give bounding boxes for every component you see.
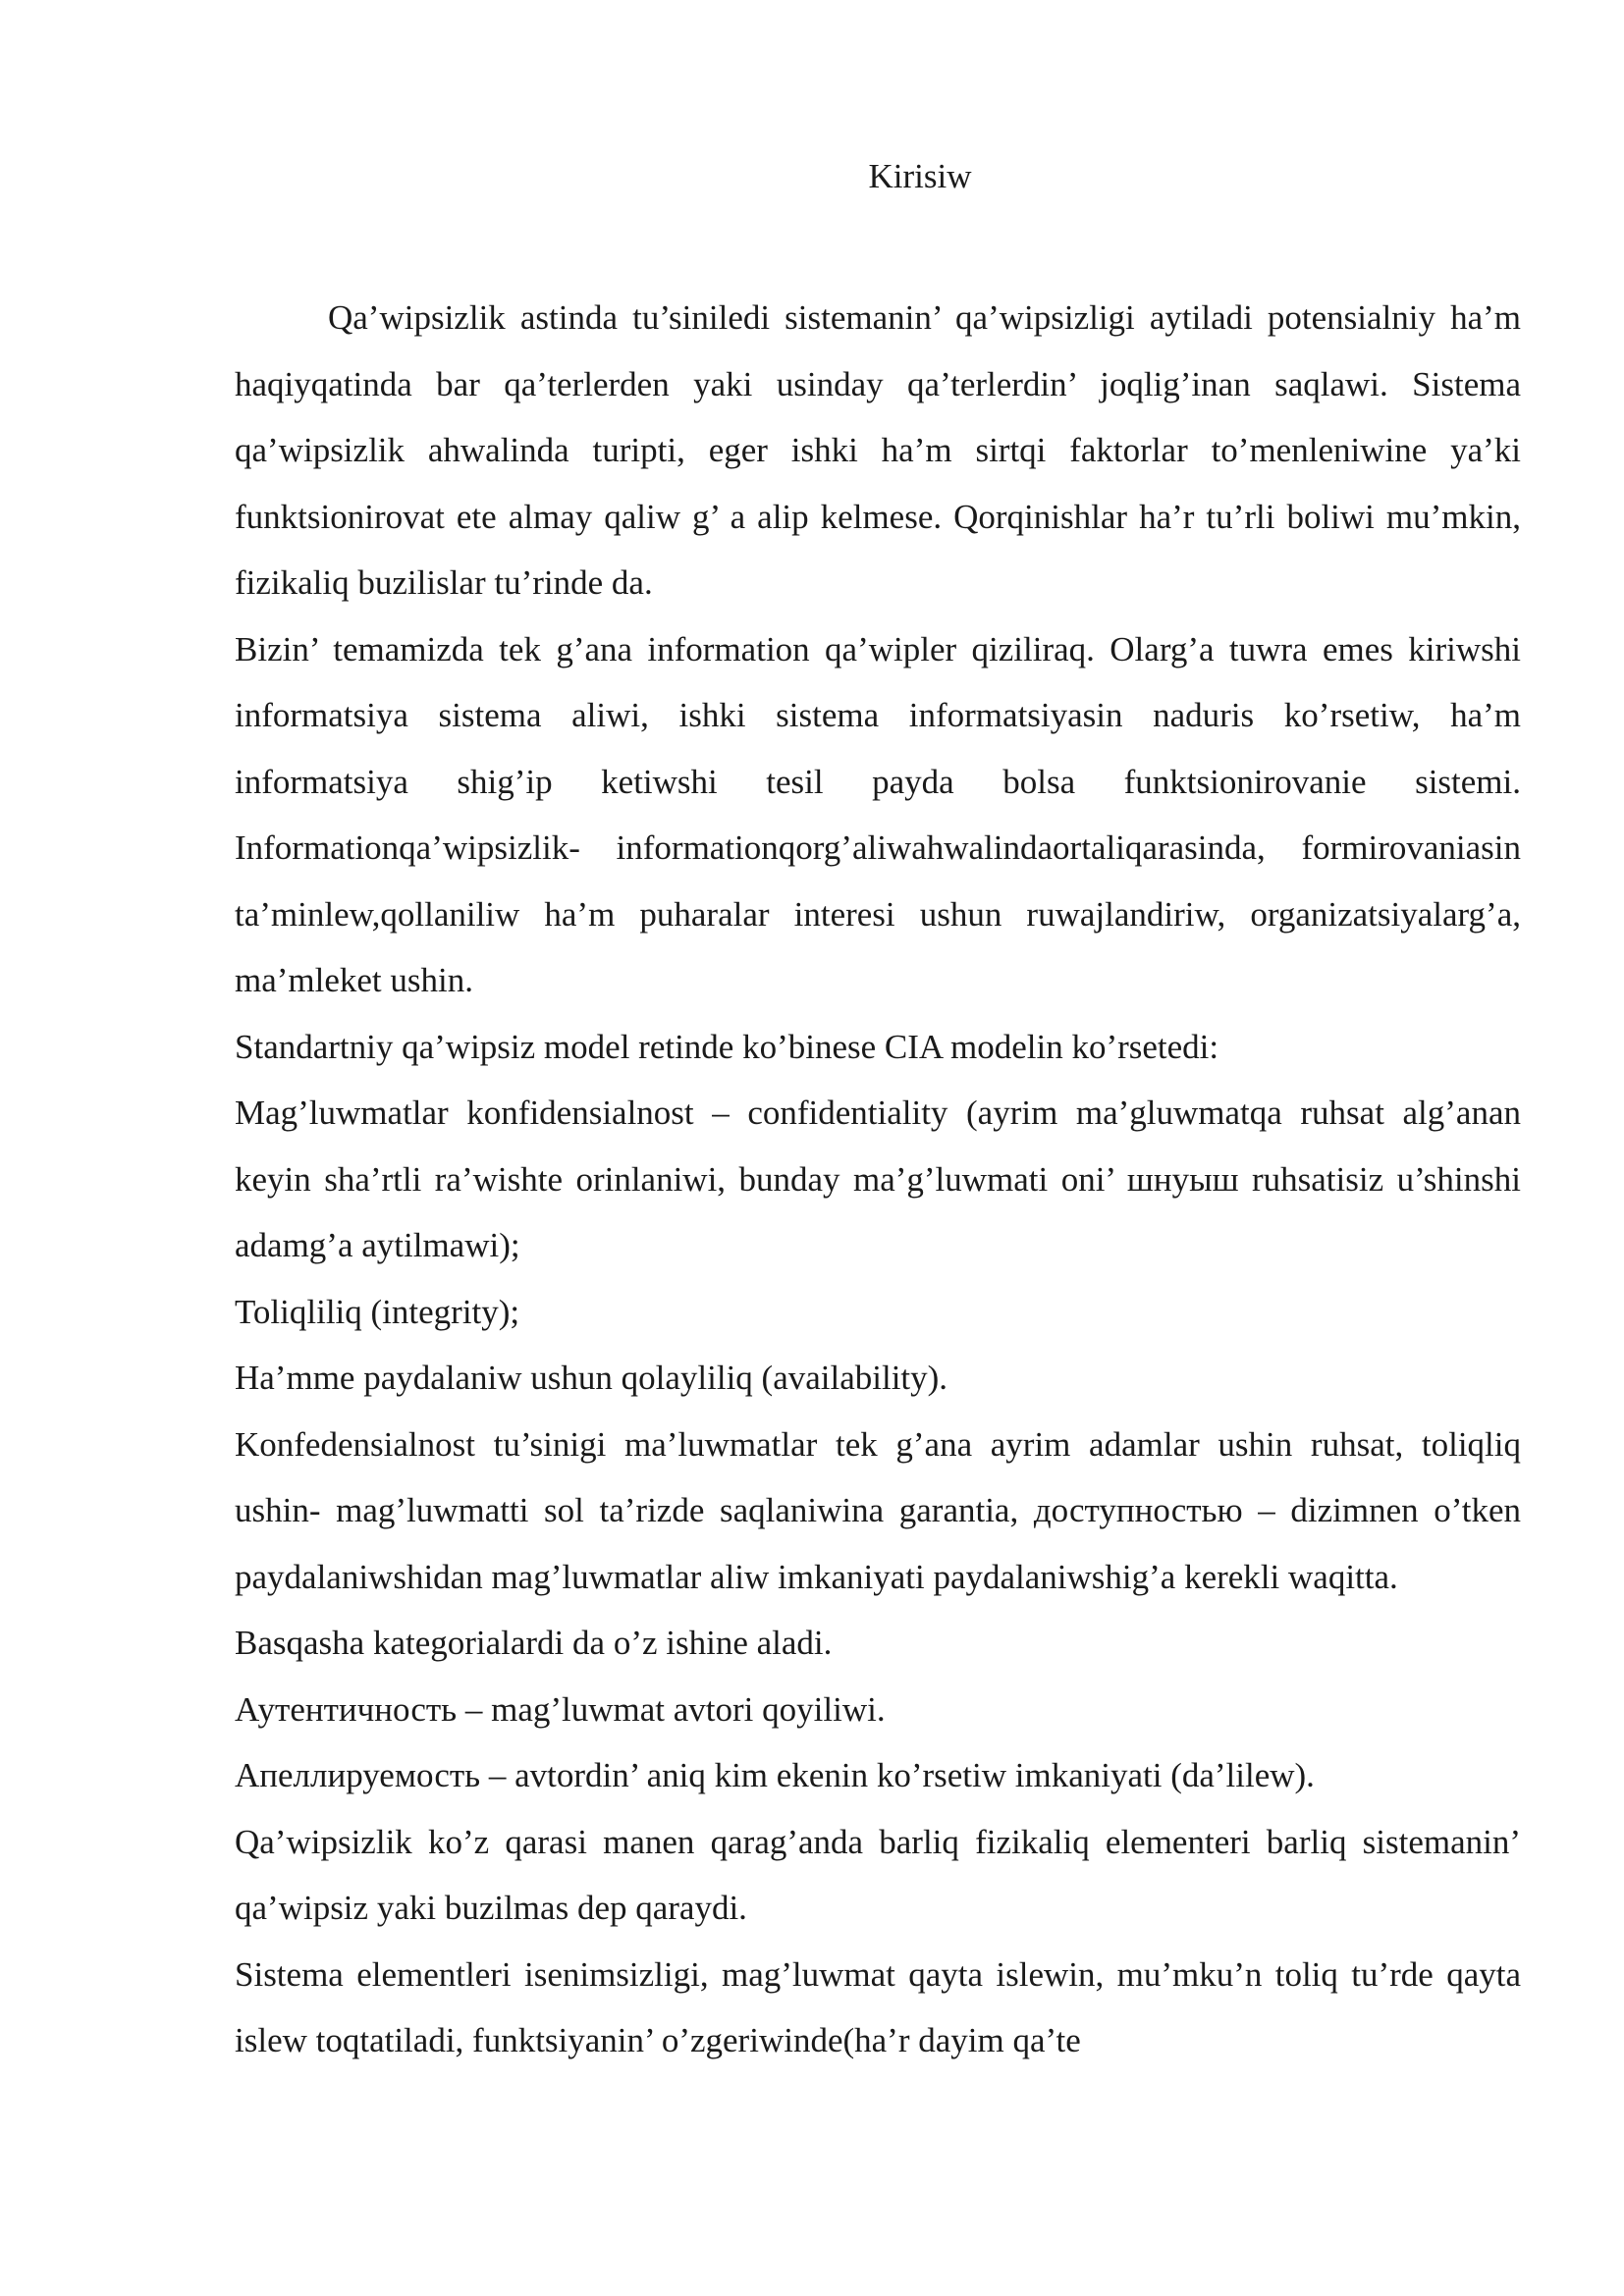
paragraph-availability: Ha’mme paydalaniw ushun qolayliliq (availability). [235,1359,948,1397]
paragraph-appealability: Апеллируемость – avtordin’ aniq kim ekenin ko’rsetiw imkaniyati (da’lilew). [235,1756,1315,1794]
paragraph-intro: Qa’wipsizlik astinda tu’siniledi sistemanin’ qa’wipsizligi aytiladi potensialniy ha’m haqiyqatinda bar qa’terlerden yaki usinday qa’terlerdin’ joqlig’inan saqlawi. Sistema qa’wipsizlik ahwalinda turipti, eger ishki ha’m sirtqi faktorlar to’menleniwine ya’ki funktsionirovat ete almay qaliw g’ a alip kelmese. Qorqinishlar ha’r tu’rli boliwi mu’mkin, fizikaliq buzilislar tu’rinde da. [235,298,1521,602]
page-title: Kirisiw [868,157,972,195]
paragraph-authenticity: Аутентичность – mag’luwmat avtori qoyiliwi. [235,1689,886,1729]
paragraph-integrity: Toliqliliq (integrity); [235,1292,520,1331]
paragraph-confidentiality: Mag’luwmatlar konfidensialnost – confidentiality (ayrim ma’gluwmatqa ruhsat alg’anan keyin sha’rtli ra’wishte orinlaniwi, bunday ma’g’luwmati oni’ шнуыш ruhsatisiz u’shinshi adamg’a aytilmawi); [235,1094,1521,1264]
paragraph-security-view: Qa’wipsizlik ko’z qarasi manen qarag’anda barliq fizikaliq elementeri barliq sistemanin’ qa’wipsiz yaki buzilmas dep qaraydi. [235,1822,1521,1927]
paragraph-cia-model: Standartniy qa’wipsiz model retinde ko’binese CIA modelin ko’rsetedi: [235,1027,1219,1066]
document-body [235,285,1521,2074]
paragraph-information-threats: Bizin’ temamizda tek g’ana information qa’wipler qiziliraq. Olarg’a tuwra emes kiriwshi informatsiya sistema aliwi, ishki sistema informatsiyasin naduris ko’rsetiw, ha’m informatsiya shig’ip ketiwshi tesil payda bolsa funktsionirovanie sistemi. Informationqa’wipsizlik- informationqorg’aliwahwalindaortaliqarasinda, formirovaniasin ta’minlew,qollaniliw ha’m puharalar interesi ushun ruwajlandiriw, organizatsiyalarg’a, ma’mleket ushin. [235,629,1521,999]
paragraph-system-elements: Sistema elementleri isenimsizligi, mag’luwmat qayta islewin, mu’mku’n toliq tu’rde qayta islew toqtatiladi, funktsiyanin’ o’zgeriwinde(ha’r dayim qa’te [235,1954,1521,2059]
paragraph-other-categories: Basqasha kategorialardi da o’z ishine aladi. [235,1624,833,1662]
paragraph-definitions: Konfedensialnost tu’sinigi ma’luwmatlar tek g’ana ayrim adamlar ushin ruhsat, toliqliq ushin- mag’luwmatti sol ta’rizde saqlaniwina garantia, доступностью – dizimnen o’tken paydalaniwshidan mag’luwmatlar aliw imkaniyati paydalaniwshig’a kerekli waqitta. [235,1424,1521,1596]
